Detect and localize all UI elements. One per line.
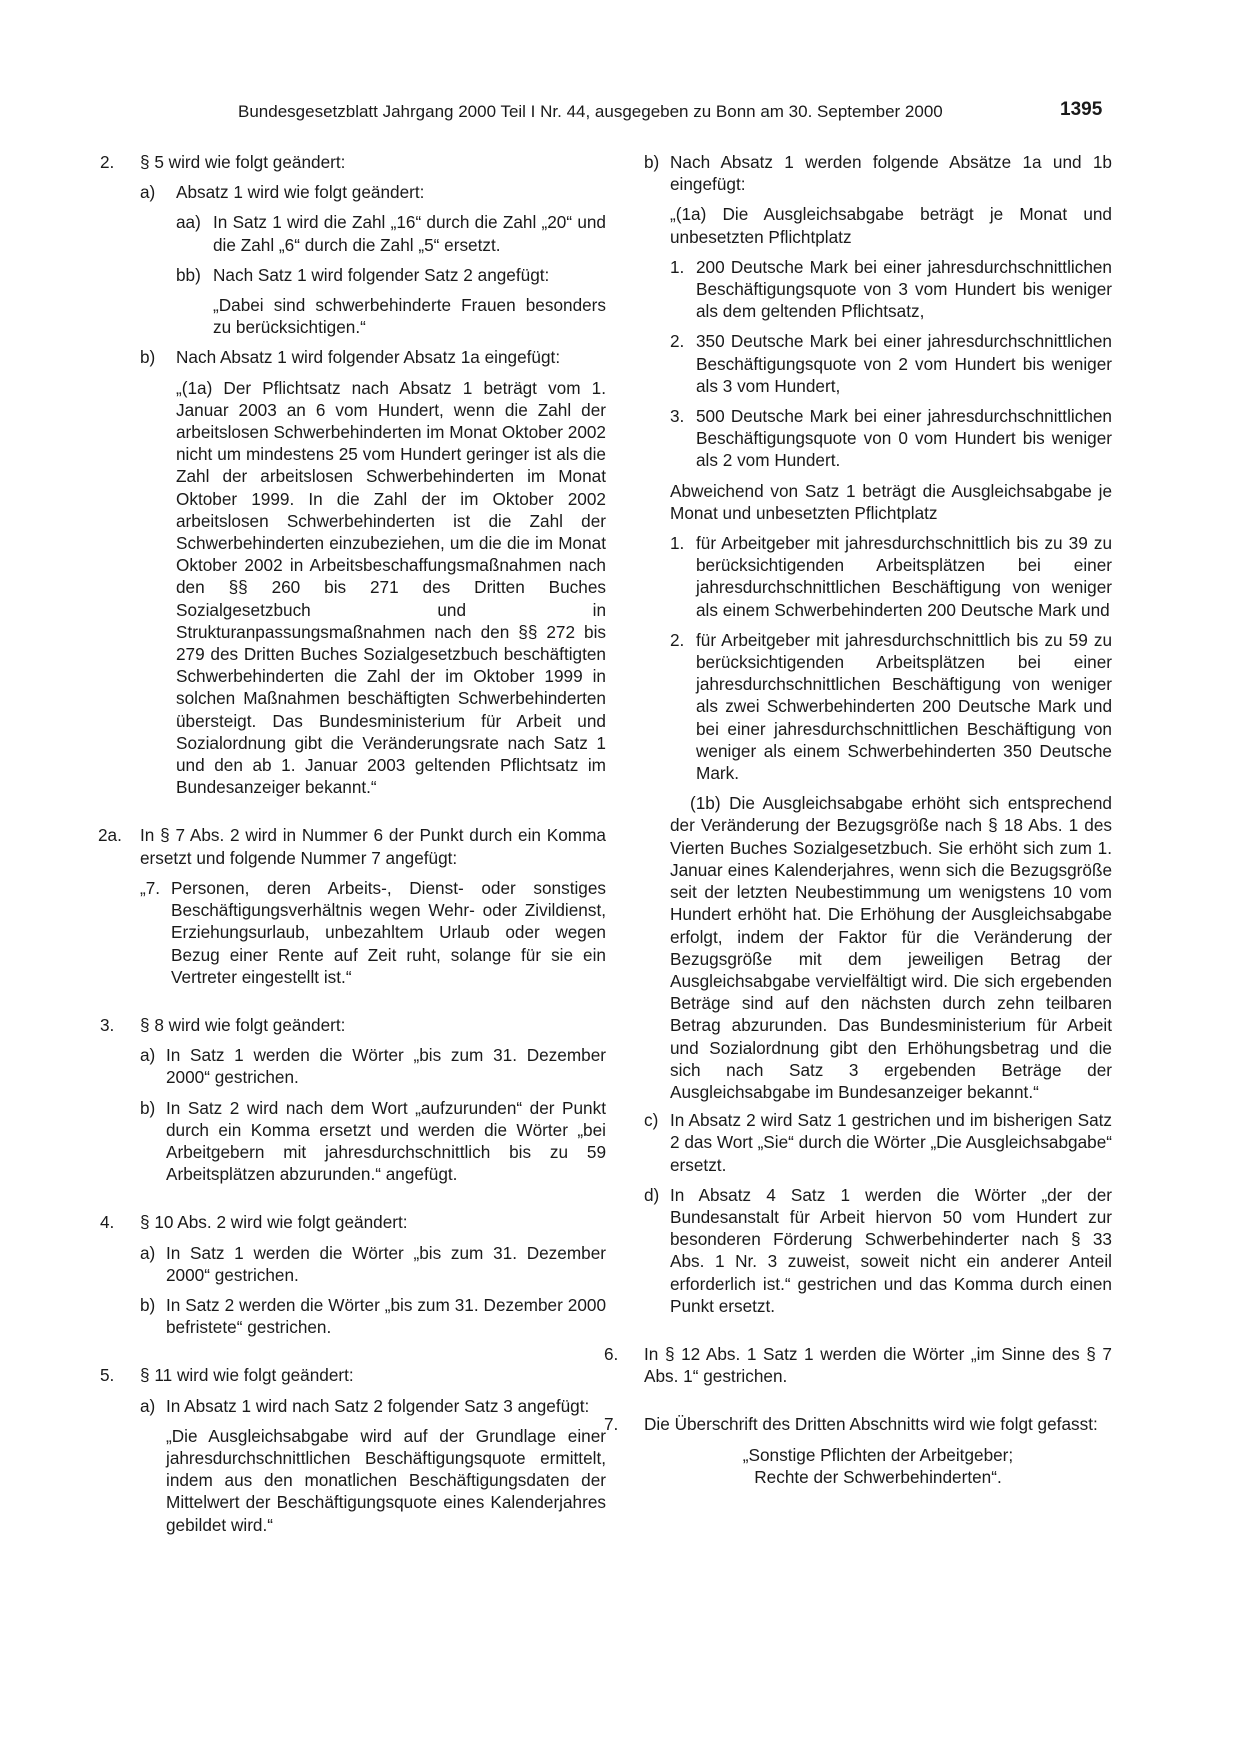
item-text: In § 12 Abs. 1 Satz 1 werden die Wörter „im Sinne des § 7 Abs. 1“ gestrichen.: [644, 1343, 1112, 1387]
sub-item-b: [644, 151, 1112, 1103]
left-column: [98, 151, 606, 1544]
list-item: [670, 330, 1112, 397]
sub-item-a: [140, 181, 606, 338]
quoted-list-item: [140, 877, 606, 988]
list-item: [670, 405, 1112, 472]
sub-item-a: [140, 1242, 606, 1286]
item-5: [100, 1364, 606, 1535]
sub-label: bb): [176, 264, 201, 285]
paragraph-1b: (1b) Die Ausgleichsabgabe erhöht sich entsprechend der Veränderung der Bezugsgröße nach § 18 Abs. 1 des Vierten Buches Sozialgesetzbuch. Sie erhöht sich zum 1. Januar eines Kalenderjahres, wenn sich die Bezugsgröße seit der letzten Neubestimmung um wenigstens 10 vom Hundert erhöht hat. Die Erhöhung der Ausgleichsabgabe erfolgt, indem der Faktor für die Veränderung der Bezugsgröße mit dem jeweiligen Betrag der Ausgleichsabgabe vervielfältigt wird. Die sich ergebenden Beträge sind auf den nächsten durch zehn teilbaren Betrag abzurunden. Das Bundesministerium für Arbeit und Sozialordnung gibt den Erhöhungsbetrag und die sich nach Satz 3 ergebenden Beträge der Ausgleichsabgabe im Bundesanzeiger bekannt.“: [670, 793, 1112, 1102]
sub-label: b): [140, 1294, 156, 1315]
right-column: [604, 151, 1112, 1488]
list-label: 1.: [670, 256, 685, 277]
item-text: § 10 Abs. 2 wird wie folgt geändert:: [140, 1212, 408, 1233]
item-number: 2.: [100, 152, 115, 172]
item-number: 6.: [604, 1343, 619, 1364]
item-text: In § 7 Abs. 2 wird in Nummer 6 der Punkt durch ein Komma ersetzt und folgende Nummer 7 angefügt:: [140, 825, 606, 868]
sub-item-a: [140, 1395, 606, 1536]
item-number: 7.: [604, 1414, 619, 1435]
sub-text: In Absatz 2 wird Satz 1 gestrichen und im bisherigen Satz 2 das Wort „Sie“ durch die Wörter „Die Ausgleichsabgabe“ ersetzt.: [670, 1110, 1112, 1175]
quoted-text: „(1a) Der Pflichtsatz nach Absatz 1 beträgt vom 1. Januar 2003 an 6 vom Hundert, wenn die Zahl der arbeitslosen Schwerbehinderten im Monat Oktober 2002 nicht um mindestens 25 vom Hundert geringer ist als die Zahl der arbeitslosen Schwerbehinderten im Monat Oktober 1999. In die Zahl der im Oktober 2002 arbeitslosen Schwerbehinderten ist die Zahl der Schwerbehinderten einzubeziehen, um die die im Monat Oktober 2002 in Arbeitsbeschaffungsmaßnahmen nach den §§ 260 bis 271 des Dritten Buches Sozialgesetzbuch und in Strukturanpassungsmaßnahmen nach den §§ 272 bis 279 des Dritten Buches Sozialgesetzbuch beschäftigten Schwerbehinderten die Zahl der im Oktober 1999 in solchen Maßnahmen beschäftigten Schwerbehinderten übersteigt. Das Bundesministerium für Arbeit und Sozialordnung gibt die Veränderungsrate nach Satz 1 und den ab 1. Januar 2003 geltenden Pflichtsatz im Bundesanzeiger bekannt.“: [176, 377, 606, 798]
quoted-text: „Dabei sind schwerbehinderte Frauen besonders zu berücksichtigen.“: [213, 295, 606, 338]
list-item: [670, 532, 1112, 621]
item-number: 3.: [100, 1014, 115, 1035]
quoted-text: „(1a) Die Ausgleichsabgabe beträgt je Monat und unbesetzten Pflichtplatz: [670, 204, 1112, 247]
sub-text: In Satz 1 werden die Wörter „bis zum 31. Dezember 2000“ gestrichen.: [166, 1242, 606, 1285]
item-2: [100, 151, 606, 798]
quoted-label: „7.: [140, 877, 161, 898]
sub-label: b): [140, 1097, 156, 1118]
sub-label: a): [140, 182, 156, 203]
item-2a: [98, 824, 606, 987]
sub-text: In Satz 2 wird nach dem Wort „aufzurunden“ der Punkt durch ein Komma ersetzt und werden die Wörter „bei Arbeitgebern mit jahresdurchschnittlich bis zu 59 Arbeitsplätzen abzurunden.“ angefügt.: [166, 1097, 606, 1185]
item-3: [100, 1014, 606, 1185]
sub-label: c): [644, 1110, 659, 1131]
sub-text: Nach Satz 1 wird folgender Satz 2 angefügt:: [213, 264, 550, 285]
sub-item-bb: [176, 264, 606, 339]
item-text: Die Überschrift des Dritten Abschnitts wird wie folgt gefasst:: [644, 1414, 1098, 1435]
list-text: für Arbeitgeber mit jahresdurchschnittlich bis zu 39 zu berücksichtigenden Arbeitsplätzen bei einer jahresdurchschnittlichen Beschäftigung von weniger als einem Schwerbehinderten 200 Deutsche Mark und: [696, 533, 1112, 620]
item-number: 4.: [100, 1212, 115, 1233]
sub-item-d: [644, 1184, 1112, 1317]
sub-text: In Absatz 4 Satz 1 werden die Wörter „der der Bundesanstalt für Arbeit hiervon 50 vom Hundert zur besonderen Förderung Schwerbehinderter nach § 33 Abs. 1 Nr. 3 zuweist, soweit nicht ein anderer Anteil erforderlich ist.“ gestrichen und das Komma durch einen Punkt ersetzt.: [670, 1184, 1112, 1316]
list-text: 500 Deutsche Mark bei einer jahresdurchschnittlichen Beschäftigungsquote von 0 vom Hundert bis weniger als 2 vom Hundert.: [696, 406, 1112, 471]
sub-item-b: [140, 1097, 606, 1186]
quoted-text: „Die Ausgleichsabgabe wird auf der Grundlage einer jahresdurchschnittlichen Beschäftigungsquote ermittelt, indem aus den monatlichen Beschäftigungsdaten der Mittelwert der Beschäftigungsquote eines Kalenderjahres gebildet wird.“: [166, 1425, 606, 1535]
sub-text: In Satz 1 wird die Zahl „16“ durch die Zahl „20“ und die Zahl „6“ durch die Zahl „5“ ersetzt.: [213, 212, 606, 255]
item-7: [604, 1413, 1112, 1488]
quoted-heading-line-1: „Sonstige Pflichten der Arbeitgeber;: [742, 1444, 1014, 1465]
item-number: 2a.: [98, 825, 122, 846]
quoted-heading-line-2: Rechte der Schwerbehinderten“.: [754, 1466, 1002, 1487]
sub-label: d): [644, 1184, 660, 1205]
sub-label: aa): [176, 212, 201, 233]
sub-text: In Satz 1 werden die Wörter „bis zum 31. Dezember 2000“ gestrichen.: [166, 1045, 606, 1088]
list-label: 2.: [670, 629, 685, 650]
list-text: 350 Deutsche Mark bei einer jahresdurchschnittlichen Beschäftigungsquote von 2 vom Hundert bis weniger als 3 vom Hundert,: [696, 331, 1112, 396]
sub-text: In Absatz 1 wird nach Satz 2 folgender Satz 3 angefügt:: [166, 1395, 590, 1416]
sub-label: a): [140, 1242, 156, 1263]
list-label: 2.: [670, 331, 685, 352]
sub-text: In Satz 2 werden die Wörter „bis zum 31. Dezember 2000 befristete“ gestrichen.: [166, 1294, 606, 1338]
sub-item-a: [140, 1044, 606, 1088]
paragraph: Abweichend von Satz 1 beträgt die Ausgleichsabgabe je Monat und unbesetzten Pflichtplatz: [670, 480, 1112, 523]
list-item: [670, 629, 1112, 784]
quoted-text: Personen, deren Arbeits-, Dienst- oder sonstiges Beschäftigungsverhältnis wegen Wehr- oder Zivildienst, Erziehungsurlaub, unbezahltem Urlaub oder wegen Bezug einer Rente auf Zeit ruht, solange für sie ein Vertreter eingestellt ist.“: [171, 877, 606, 987]
sub-item-b: [140, 1294, 606, 1338]
sub-item-aa: [176, 211, 606, 255]
list-label: 1.: [670, 533, 685, 554]
item-number: 5.: [100, 1365, 115, 1386]
list-item: [670, 256, 1112, 323]
item-6: [604, 1343, 1112, 1387]
item-text: § 11 wird wie folgt geändert:: [140, 1365, 354, 1386]
item-text: § 5 wird wie folgt geändert:: [140, 152, 346, 172]
item-text: § 8 wird wie folgt geändert:: [140, 1014, 346, 1035]
sub-label: a): [140, 1395, 156, 1416]
sub-item-b: [140, 346, 606, 798]
list-text: für Arbeitgeber mit jahresdurchschnittlich bis zu 59 zu berücksichtigenden Arbeitsplätzen bei einer jahresdurchschnittlichen Beschäftigung von weniger als zwei Schwerbehinderten 200 Deutsche Mark und bei einer jahresdurchschnittlichen Beschäftigung von weniger als einem Schwerbehinderten 350 Deutsche Mark.: [696, 629, 1112, 784]
page-header-title: Bundesgesetzblatt Jahrgang 2000 Teil I Nr. 44, ausgegeben zu Bonn am 30. September 2000: [238, 102, 943, 121]
sub-label: b): [140, 347, 156, 368]
sub-text: Absatz 1 wird wie folgt geändert:: [176, 182, 425, 203]
page-number: 1395: [1060, 99, 1103, 120]
list-label: 3.: [670, 406, 685, 427]
sub-label: a): [140, 1045, 156, 1066]
item-4: [100, 1211, 606, 1338]
list-text: 200 Deutsche Mark bei einer jahresdurchschnittlichen Beschäftigungsquote von 3 vom Hundert bis weniger als dem geltenden Pflichtsatz,: [696, 256, 1112, 322]
sub-text: Nach Absatz 1 wird folgender Absatz 1a eingefügt:: [176, 347, 561, 368]
sub-text: Nach Absatz 1 werden folgende Absätze 1a und 1b eingefügt:: [670, 152, 1112, 195]
sub-label: b): [644, 152, 660, 172]
sub-item-c: [644, 1109, 1112, 1176]
